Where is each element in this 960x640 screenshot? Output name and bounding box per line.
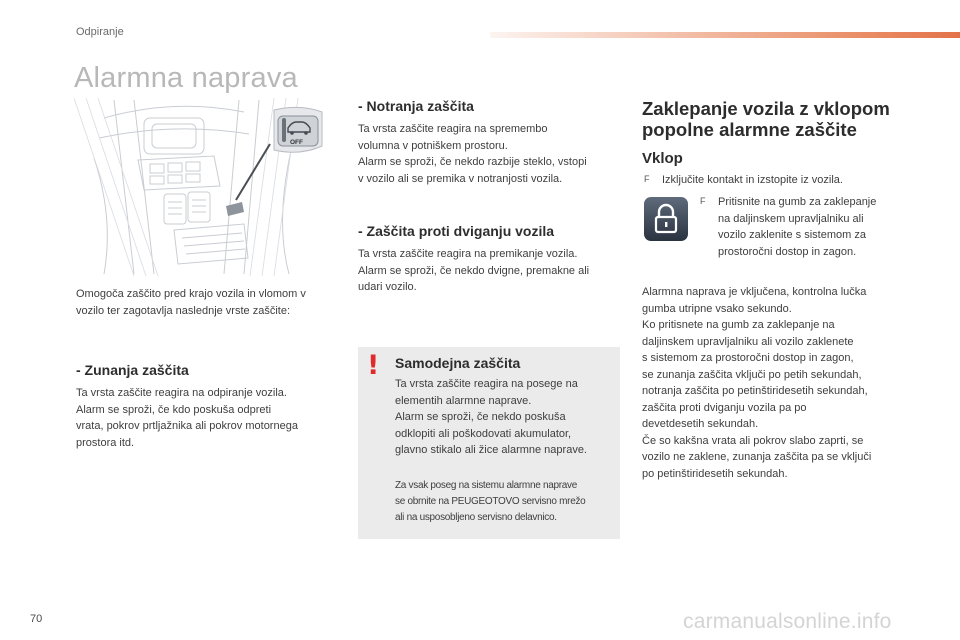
step-1-text: Izključite kontakt in izstopite iz vozila. [662,174,843,186]
step-2-text: Pritisnite na gumb za zaklepanje na daljinskem upravljalniku ali vozilo zaklenite s sistemom za prostoročni dostop in zagon. [718,196,877,258]
warning-icon: ! [367,350,380,381]
page-number: 70 [30,613,43,625]
auto-text: Ta vrsta zaščite reagira na posege na elementih alarmne naprave. Alarm se sproži, če nekdo poskuša odklopiti ali poškodovati akumulator, glavno stikalo ali žice alarmne naprave. [395,378,587,456]
header-accent-bar [490,32,960,38]
auto-heading: Samodejna zaščita [395,355,521,371]
tilt-text: Ta vrsta zaščite reagira na premikanje vozila. Alarm se sproži, če nekdo dvigne, premakne ali udari vozilo. [358,248,590,293]
step-2 [700,194,920,260]
locking-heading: Zaklepanje vozila z vklopom popolne alarmne zaščite [642,98,890,140]
interior-text: Ta vrsta zaščite reagira na spremembo volumna v potniškem prostoru. Alarm se sproži, če nekdo razbije steklo, vstopi v vozilo ali se premika v notranjosti vozila. [358,123,587,185]
section-label: Odpiranje [76,26,124,38]
console-illustration [74,98,332,276]
interior-heading: - Notranja zaščita [358,98,474,114]
bullet-icon: F [644,174,650,184]
service-note: Za vsak poseg na sistemu alarmne naprave se obrnite na PEUGEOTOVO servisno mrežo ali na usposobljeno servisno delavnico. [395,480,586,523]
activation-description: Alarmna naprava je vključena, kontrolna lučka gumba utripne vsako sekundo. Ko pritisnete na gumb za zaklepanje na daljinskem upravljalniku ali vozilo zaklenete s sistemom za prostoročni dostop in zagon, se zunanja zaščita vključi po petih sekundah, notranja zaščita po petinštiridesetih sekundah, zaščita proti dviganju vozila pa po devetdesetih sekundah. Če so kakšna vrata ali pokrov slabo zaprti, se vozilo ne zaklene, zunanja zaščita pa se vključi po petinštiridesetih sekundah. [642,286,872,480]
activation-heading: Vklop [642,150,683,167]
tilt-heading: - Zaščita proti dviganju vozila [358,223,555,239]
intro-text: Omogoča zaščito pred krajo vozila in vlomom v vozilo ter zagotavlja naslednje vrste zaščite: [76,288,306,317]
figure-off-label: OFF [290,139,303,146]
exterior-heading: - Zunanja zaščita [76,362,189,378]
bullet-icon: F [700,196,706,206]
page-title: Alarmna naprava [74,62,298,94]
watermark: carmanualsonline.info [683,610,892,633]
exterior-text: Ta vrsta zaščite reagira na odpiranje vozila. Alarm se sproži, če kdo poskuša odpreti vrata, pokrov prtljažnika ali pokrov motornega prostora itd. [76,387,298,449]
lock-button-icon [644,197,688,241]
step-1 [644,172,934,189]
